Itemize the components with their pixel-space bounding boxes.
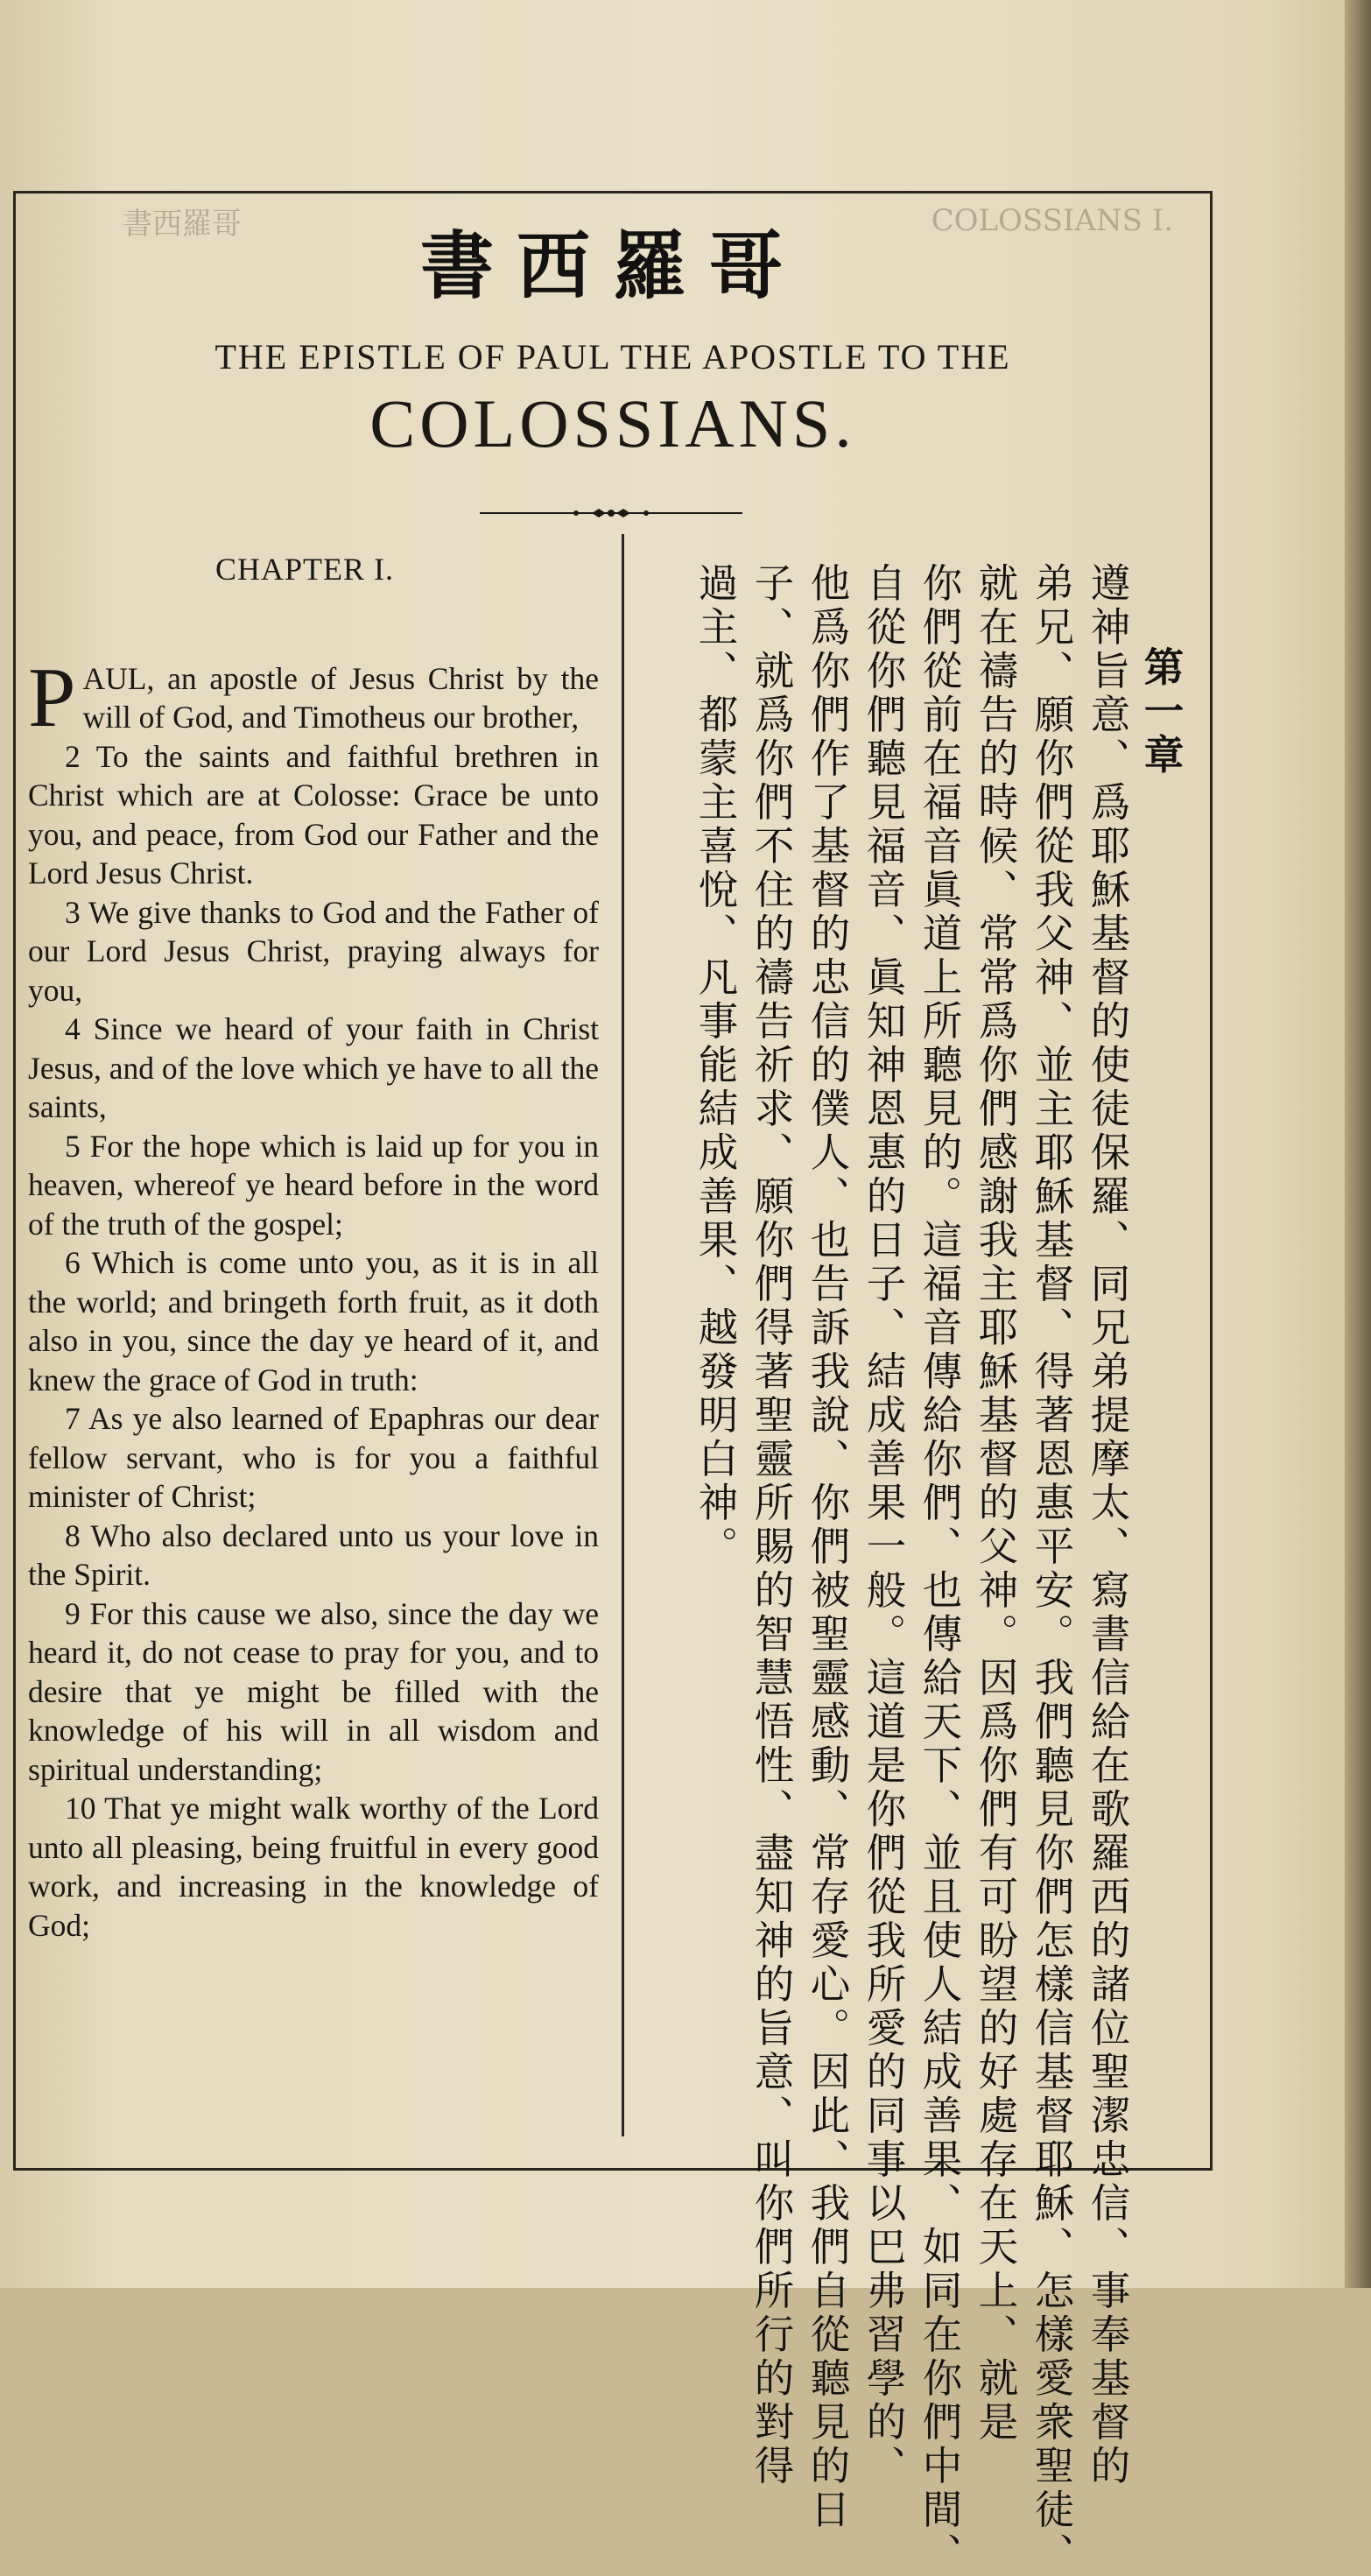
chinese-column-3: 就在禱告的時候、常常爲你們感謝我主耶穌基督的父神。因爲你們有可盼望的好處存在天上、就是 (973, 562, 1019, 2445)
english-text-column (28, 550, 599, 1945)
ghost-header-right: COLOSSIANS I. (931, 203, 1173, 238)
verse-10: 10 That ye might walk worthy of the Lord unto all pleasing, being fruitful in every good work, and increasing in the knowledge of God; (28, 1791, 599, 1943)
chapter-heading: CHAPTER I. (214, 552, 394, 587)
chinese-chapter-heading: 第一章 (1138, 646, 1185, 778)
chinese-column-2: 弟兄、願你們從我父神、並主耶穌基督、得著恩惠平安。我們聽見你們怎樣信基督耶穌、怎樣愛衆聖徒、 (1029, 562, 1075, 2576)
book-spine-edge (1345, 0, 1371, 2288)
verse-4: 4 Since we heard of your faith in Christ Jesus, and of the love which ye have to all the saints, (28, 1011, 599, 1124)
chinese-column-7: 子、就爲你們不住的禱告祈求、願你們得著聖靈所賜的智慧悟性、盡知神的旨意、叫你們所行的對得 (749, 562, 795, 2488)
verse-5: 5 For the hope which is laid up for you in heaven, whereof ye heard before in the word of the truth of the gospel; (28, 1128, 599, 1242)
book-name: COLOSSIANS. (369, 385, 856, 461)
ghost-header-left: 書西羅哥 (123, 206, 242, 242)
verse-2: 2 To the saints and faithful brethren in Christ which are at Colosse: Grace be unto you, and peace, from God our Father and the Lord Jesus Christ. (28, 738, 599, 890)
drop-cap: P (28, 650, 76, 745)
verse-7: 7 As ye also learned of Epaphras our dear fellow servant, who is for you a faithful minister of Christ; (28, 1401, 599, 1514)
title-block (88, 223, 1138, 463)
chinese-column-6: 他爲你們作了基督的忠信的僕人、也告訴我說、你們被聖靈感動、常存愛心。因此、我們自從聽見的日 (805, 562, 851, 2532)
title-ornament-rule (480, 508, 742, 518)
chinese-column-1: 遵神旨意、爲耶穌基督的使徒保羅、同兄弟提摩太、寫書信給在歌羅西的諸位聖潔忠信、事奉基督的 (1085, 562, 1131, 2488)
verse-1-text: AUL, an apostle of Jesus Christ by the will of God, and Timotheus our brother, (82, 660, 599, 735)
chinese-book-title: 書西羅哥 (419, 223, 805, 309)
verse-1 (28, 650, 599, 745)
verse-8: 8 Who also declared unto us your love in the Spirit. (28, 1517, 599, 1592)
epistle-title-line: THE EPISTLE OF PAUL THE APOSTLE TO THE (214, 337, 1011, 377)
column-divider (622, 534, 624, 2136)
verse-6: 6 Which is come unto you, as it is in all the world; and bringeth forth fruit, as it doth also in you, since the day ye heard of it, and knew the grace of God in truth: (28, 1245, 599, 1397)
verse-9: 9 For this cause we also, since the day we heard it, do not cease to pray for you, and to desire that ye might be filled with the knowledge of his will in all wisdom and spiritual understanding; (28, 1595, 599, 1787)
verse-3: 3 We give thanks to God and the Father of our Lord Jesus Christ, praying always for you, (28, 894, 599, 1008)
chinese-column-4: 你們從前在福音眞道上所聽見的。這福音傳給你們、也傳給天下、並且使人結成善果、如同在你們中間、 (917, 562, 963, 2576)
chinese-column-5: 自從你們聽見福音、眞知神恩惠的日子、結成善果一般。這道是你們從我所愛的同事以巴弗習學的、 (861, 562, 907, 2488)
chinese-column-8: 過主、都蒙主喜悅、凡事能結成善果、越發明白神。 (693, 562, 739, 1569)
chinese-text-column (636, 562, 1189, 2576)
